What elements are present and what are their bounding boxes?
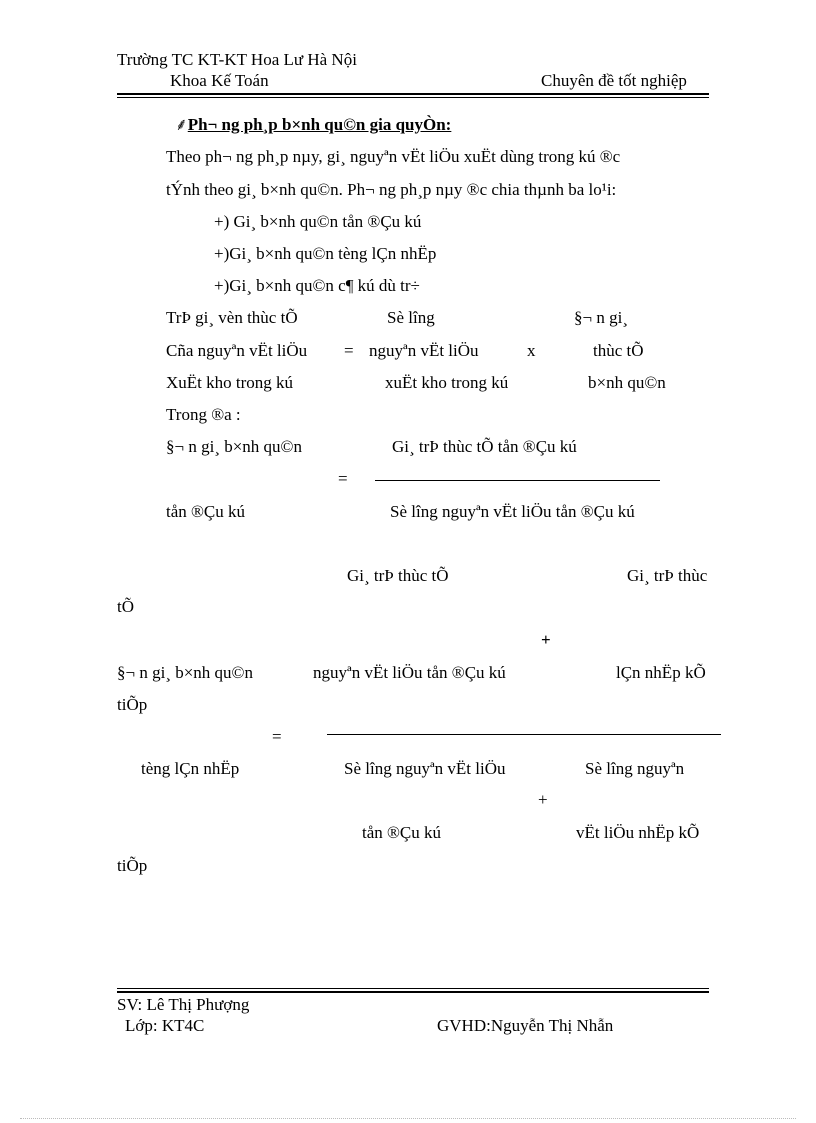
formula3-numerator-a2: nguyªn vËt liÖu tån ®Çu kú (313, 663, 506, 682)
student-class: Lớp: KT4C (125, 1016, 205, 1035)
formula1-equals: = (344, 341, 354, 360)
heading-text: Ph¬ ng ph¸p b×nh qu©n gia quyÒn: (187, 115, 452, 134)
formula3-fraction-bar (327, 734, 721, 735)
formula2-lhs-line2: tån ®Çu kú (166, 502, 246, 521)
formula3-equals: = (272, 727, 282, 746)
formula1-col1-line1: TrÞ gi¸ vèn thùc tÕ (166, 308, 298, 327)
formula3-denominator-b2-wrap: tiÕp (117, 856, 148, 875)
header-rule-bottom (117, 97, 709, 98)
formula2-equals: = (338, 469, 348, 488)
list-item: +) Gi¸ b×nh qu©n tån ®Çu kú (214, 212, 422, 231)
page-bottom-dotted-border (20, 1118, 796, 1119)
faculty-name: Khoa Kế Toán (170, 71, 269, 90)
student-name: SV: Lê Thị Phượng (117, 995, 250, 1014)
formula3-lhs-line1: §¬ n gi¸ b×nh qu©n (117, 663, 253, 682)
advisor-name: GVHD:Nguyễn Thị Nhẫn (437, 1016, 614, 1035)
list-item: +)Gi¸ b×nh qu©n c¶ kú dù tr÷ (214, 276, 420, 295)
formula3-numerator-a: Gi¸ trÞ thùc tÕ (347, 566, 449, 585)
formula3-numerator-b-wrap: tÕ (117, 597, 134, 616)
formula1-col3-line1: §¬ n gi¸ (574, 308, 628, 327)
formula3-denominator-b: Sè lîng nguyªn (585, 759, 685, 778)
section-heading (175, 115, 451, 135)
paragraph-line-2: tÝnh theo gi¸ b×nh qu©n. Ph¬ ng ph¸p nµy ®c chia thµnh ba lo¹i: (166, 180, 617, 199)
list-item: +)Gi¸ b×nh qu©n tèng lÇn nhËp (214, 244, 437, 263)
formula1-col2-line3: xuËt kho trong kú (385, 373, 509, 392)
formula3-numerator-b: Gi¸ trÞ thùc (627, 566, 708, 585)
formula3-lhs-line2: tèng lÇn nhËp (141, 759, 240, 778)
formula1-col1-line2: Cña nguyªn vËt liÖu (166, 341, 308, 360)
formula2-lhs-line1: §¬ n gi¸ b×nh qu©n (166, 437, 302, 456)
formula3-numerator-plus: + (541, 630, 551, 649)
formula3-denominator-a2: tån ®Çu kú (362, 823, 442, 842)
formula1-col2-line2: nguyªn vËt liÖu (369, 341, 479, 360)
formula2-fraction-bar (375, 480, 660, 481)
header-rule-top (117, 93, 709, 95)
formula3-denominator-a: Sè lîng nguyªn vËt liÖu (344, 759, 506, 778)
formula3-numerator-b2: lÇn nhËp kÕ (616, 663, 706, 682)
footer-rule-top (117, 988, 709, 989)
school-name: Trường TC KT-KT Hoa Lư Hà Nội (117, 50, 357, 69)
formula2-denominator: Sè lîng nguyªn vËt liÖu tån ®Çu kú (390, 502, 635, 521)
formula3-denominator-plus: + (538, 790, 548, 809)
footer-rule-bottom (117, 991, 709, 993)
formula1-col3-line2: thùc tÕ (593, 341, 644, 360)
document-topic: Chuyên đề tốt nghiệp (541, 71, 687, 90)
formula2-numerator: Gi¸ trÞ thùc tÕ tån ®Çu kú (392, 437, 577, 456)
formula3-numerator-b2-wrap: tiÕp (117, 695, 148, 714)
formula3-denominator-b2: vËt liÖu nhËp kÕ (576, 823, 700, 842)
paragraph-line-1: Theo ph¬ ng ph¸p nµy, gi¸ nguyªn vËt liÖu xuËt dùng trong kú ®c (166, 147, 621, 166)
formula1-col3-line3: b×nh qu©n (588, 373, 666, 392)
in-which-label: Trong ®a : (166, 405, 241, 424)
formula1-col2-line1: Sè lîng (387, 308, 435, 327)
heading-bullet-icon: ⸙ (175, 115, 188, 134)
formula1-times: x (527, 341, 536, 360)
formula1-col1-line3: XuËt kho trong kú (166, 373, 294, 392)
